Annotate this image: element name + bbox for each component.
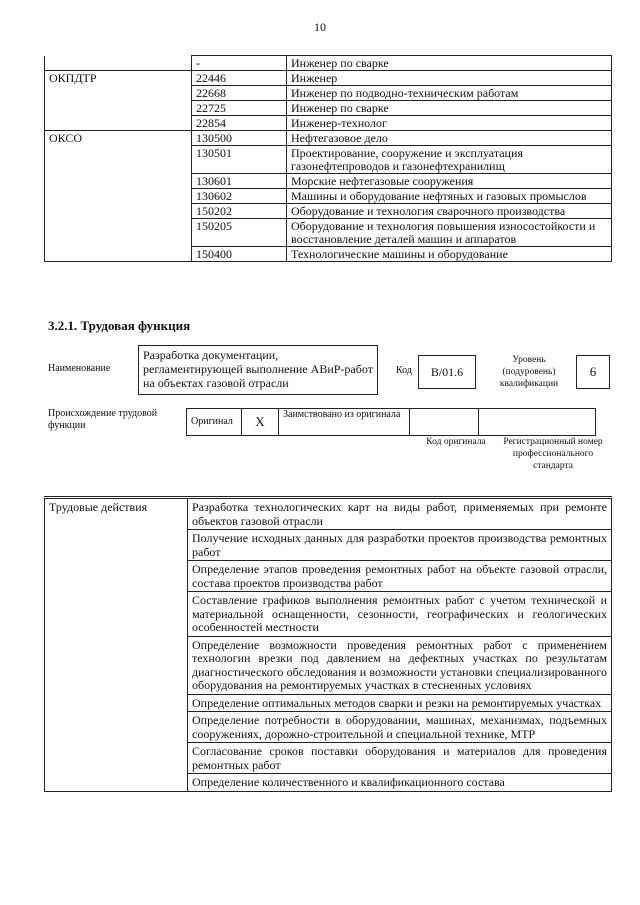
classification-table [44, 55, 612, 262]
classifier-code-cell: 130601 [192, 174, 287, 189]
classification-row [45, 146, 612, 174]
classifier-group-cell [45, 56, 192, 71]
labor-action-cell: Составление графиков выполнения ремонтных работ с учетом технической и материальной оснащенности, сезонности, географических и геологических особенностей местности [188, 592, 612, 637]
section-title: 3.2.1. Трудовая функция [48, 318, 191, 333]
code-label: Код [396, 365, 412, 376]
classifier-group-cell [45, 116, 192, 131]
labor-action-cell: Разработка технологических карт на виды работ, применяемых при ремонте объектов газовой отрасли [188, 499, 612, 530]
classifier-name-cell: Оборудование и технология повышения износостойкости и восстановление деталей машин и аппаратов [287, 219, 612, 247]
classifier-code-cell: 22725 [192, 101, 287, 116]
classifier-name-cell: Оборудование и технология сварочного производства [287, 204, 612, 219]
classification-row [45, 174, 612, 189]
classifier-group-cell [45, 189, 192, 204]
reg-number-cell [479, 409, 596, 436]
labor-action-cell: Определение этапов проведения ремонтных работ на объекте газовой отрасли, состава проектов производства работ [188, 561, 612, 592]
classification-row [45, 204, 612, 219]
original-mark: X [242, 409, 279, 436]
classifier-code-cell: 22668 [192, 86, 287, 101]
classification-row [45, 219, 612, 247]
page-number: 10 [314, 20, 326, 34]
classifier-name-cell: Инженер-технолог [287, 116, 612, 131]
classifier-name-cell: Проектирование, сооружение и эксплуатация газонефтепроводов и газонефтехранилищ [287, 146, 612, 174]
labor-action-cell: Определение количественного и квалификационного состава [188, 774, 612, 792]
labor-action-cell: Согласование сроков поставки оборудования и материалов для проведения ремонтных работ [188, 743, 612, 774]
classifier-code-cell: 130501 [192, 146, 287, 174]
labor-action-row [45, 499, 612, 530]
classifier-code-cell: 22854 [192, 116, 287, 131]
classifier-group-cell [45, 101, 192, 116]
classification-row [45, 189, 612, 204]
classifier-code-cell: 150202 [192, 204, 287, 219]
classification-row [45, 56, 612, 71]
classifier-name-cell: Инженер по сварке [287, 56, 612, 71]
level-value-box: 6 [576, 355, 610, 389]
classifier-code-cell: 22446 [192, 71, 287, 86]
classifier-code-cell: 130602 [192, 189, 287, 204]
classifier-group-cell: ОКСО [45, 131, 192, 146]
classifier-group-cell [45, 174, 192, 189]
function-code-box: В/01.6 [418, 355, 476, 389]
classifier-group-cell [45, 146, 192, 174]
classifier-name-cell: Нефтегазовое дело [287, 131, 612, 146]
name-label: Наименование [48, 363, 111, 374]
labor-action-cell: Определение возможности проведения ремонтных работ с применением технологии врезки под давлением на дефектных участках по результатам диагностического обследования и возможности установки специализированного оборудования на ремонтируемых участках в стесненных условиях [188, 636, 612, 694]
divider-line [44, 496, 612, 497]
classifier-code-cell: 130500 [192, 131, 287, 146]
classifier-code-cell: 150400 [192, 247, 287, 262]
classification-row [45, 86, 612, 101]
classifier-name-cell: Морские нефтегазовые сооружения [287, 174, 612, 189]
classifier-name-cell: Инженер по подводно-техническим работам [287, 86, 612, 101]
classifier-name-cell: Технологические машины и оборудование [287, 247, 612, 262]
reg-number-caption: Регистрационный номер профессионального стандарта [503, 437, 603, 471]
origin-table [186, 408, 596, 436]
classifier-group-cell [45, 247, 192, 262]
classification-row [45, 116, 612, 131]
labor-action-cell: Определение оптимальных методов сварки и резки на ремонтируемых участках [188, 694, 612, 712]
classifier-group-cell [45, 219, 192, 247]
classification-row [45, 247, 612, 262]
classifier-group-cell [45, 204, 192, 219]
classifier-code-cell: 150205 [192, 219, 287, 247]
classification-row [45, 131, 612, 146]
classification-row [45, 71, 612, 86]
origin-label: Происхождение трудовой функции [48, 408, 158, 431]
classifier-group-cell [45, 86, 192, 101]
classification-row [45, 101, 612, 116]
labor-actions-table [44, 498, 612, 792]
classifier-name-cell: Инженер по сварке [287, 101, 612, 116]
origin-code-cell [410, 409, 479, 436]
labor-action-cell: Определение потребности в оборудовании, машинах, механизмах, подъемных сооружениях, дорожно-строительной и специальной технике, МТР [188, 712, 612, 743]
original-label: Оригинал [187, 409, 242, 436]
actions-heading: Трудовые действия [45, 499, 188, 792]
level-label: Уровень (подуровень) квалификации [499, 355, 559, 389]
borrowed-label: Заимствовано из оригинала [279, 409, 410, 436]
classifier-code-cell: - [192, 56, 287, 71]
labor-action-cell: Получение исходных данных для разработки проектов производства ремонтных работ [188, 530, 612, 561]
classifier-name-cell: Инженер [287, 71, 612, 86]
classifier-group-cell: ОКПДТР [45, 71, 192, 86]
function-name-box: Разработка документации, регламентирующей выполнение АВиР-работ на объектах газовой отрасли [138, 345, 378, 395]
classifier-name-cell: Машины и оборудование нефтяных и газовых промыслов [287, 189, 612, 204]
origin-code-caption: Код оригинала [426, 437, 486, 447]
